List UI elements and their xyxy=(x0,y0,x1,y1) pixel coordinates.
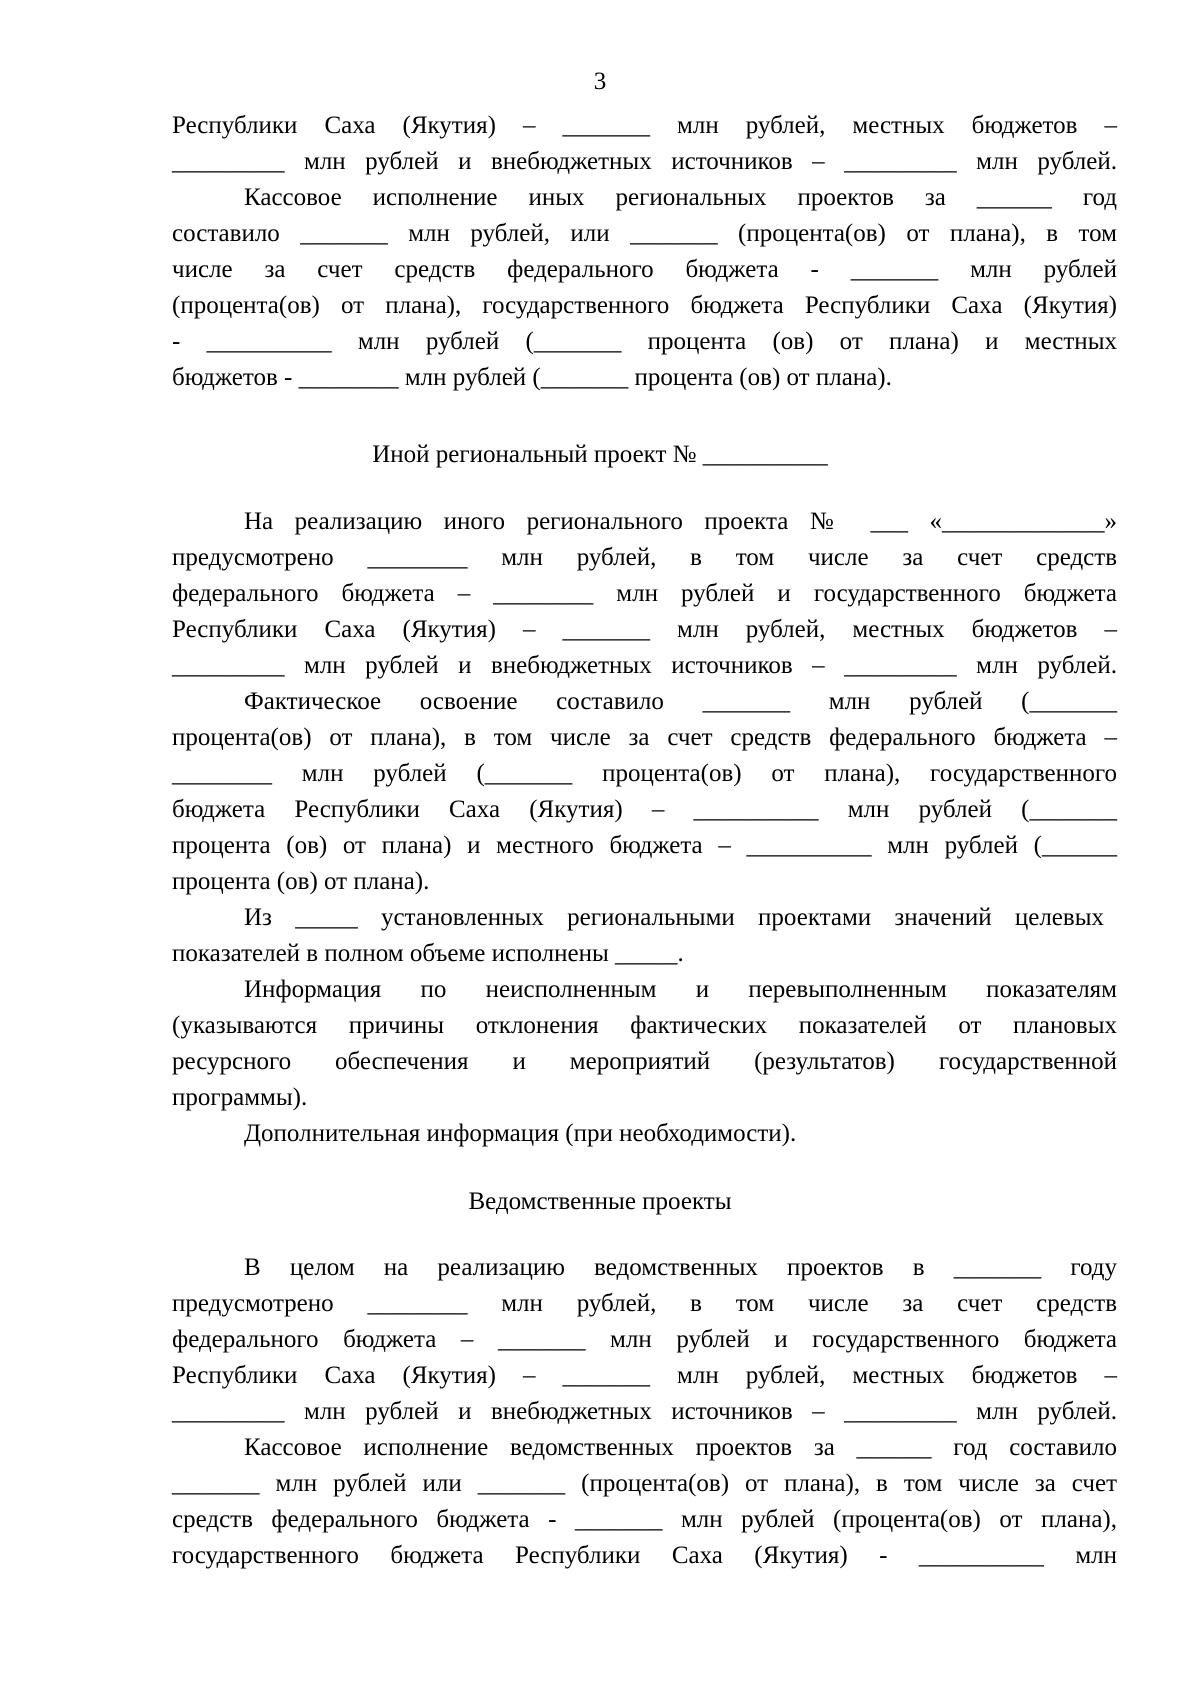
text-line: Республики Саха (Якутия) – _______ млн рублей, местных бюджетов – xyxy=(172,112,1117,139)
text-line: Из _____ установленных региональными проектами значений целевых xyxy=(244,904,1104,931)
text-line: федерального бюджета – ________ млн рублей и государственного бюджета xyxy=(172,580,1117,607)
text-line: Республики Саха (Якутия) – _______ млн рублей, местных бюджетов – xyxy=(172,616,1117,643)
text-line: _________ млн рублей и внебюджетных источников – _________ млн рублей. xyxy=(172,652,1117,679)
text-line: _______ млн рублей или _______ (процента(ов) от плана), в том числе за счет xyxy=(172,1470,1117,1497)
section-heading: Иной региональный проект № __________ xyxy=(372,441,828,468)
text-line: ________ млн рублей (_______ процента(ов) от плана), государственного xyxy=(172,760,1117,787)
text-line: В целом на реализацию ведомственных проектов в _______ году xyxy=(244,1254,1117,1281)
text-line: процента(ов) от плана), в том числе за счет средств федерального бюджета – xyxy=(172,724,1117,751)
text-line: составило _______ млн рублей, или _______ (процента(ов) от плана), в том xyxy=(172,220,1117,247)
section-heading: Ведомственные проекты xyxy=(468,1188,732,1215)
text-line: Кассовое исполнение ведомственных проектов за ______ год составило xyxy=(244,1434,1117,1461)
text-line: Дополнительная информация (при необходимости). xyxy=(244,1120,797,1147)
text-line: процента (ов) от плана) и местного бюджета – __________ млн рублей (______ xyxy=(172,832,1117,859)
page-number: 3 xyxy=(593,68,607,95)
text-line: средств федерального бюджета - _______ млн рублей (процента(ов) от плана), xyxy=(172,1506,1117,1533)
text-line: На реализацию иного регионального проекта № ___ «_____________» xyxy=(244,508,1117,535)
text-line: федерального бюджета – _______ млн рублей и государственного бюджета xyxy=(172,1326,1117,1353)
text-line: ресурсного обеспечения и мероприятий (результатов) государственной xyxy=(172,1048,1117,1075)
text-line: - __________ млн рублей (_______ процента (ов) от плана) и местных xyxy=(172,328,1117,355)
text-line: программы). xyxy=(172,1084,308,1111)
text-line: (указываются причины отклонения фактических показателей от плановых xyxy=(172,1012,1117,1039)
text-line: числе за счет средств федерального бюджета - _______ млн рублей xyxy=(172,256,1117,283)
text-line: Фактическое освоение составило _______ млн рублей (_______ xyxy=(244,688,1117,715)
text-line: _________ млн рублей и внебюджетных источников – _________ млн рублей. xyxy=(172,1398,1117,1425)
text-line: показателей в полном объеме исполнены _____. xyxy=(172,940,684,967)
text-line: Кассовое исполнение иных региональных проектов за ______ год xyxy=(244,184,1117,211)
text-line: Информация по неисполненным и перевыполненным показателям xyxy=(244,976,1117,1003)
text-line: _________ млн рублей и внебюджетных источников – _________ млн рублей. xyxy=(172,148,1117,175)
text-line: государственного бюджета Республики Саха (Якутия) - __________ млн xyxy=(172,1542,1117,1569)
text-line: (процента(ов) от плана), государственного бюджета Республики Саха (Якутия) xyxy=(172,292,1117,319)
text-line: Республики Саха (Якутия) – _______ млн рублей, местных бюджетов – xyxy=(172,1362,1117,1389)
text-line: бюджетов - ________ млн рублей (_______ процента (ов) от плана). xyxy=(172,364,892,391)
text-line: предусмотрено ________ млн рублей, в том числе за счет средств xyxy=(172,544,1117,571)
text-line: процента (ов) от плана). xyxy=(172,868,430,895)
text-line: предусмотрено ________ млн рублей, в том числе за счет средств xyxy=(172,1290,1117,1317)
text-line: бюджета Республики Саха (Якутия) – __________ млн рублей (_______ xyxy=(172,796,1117,823)
